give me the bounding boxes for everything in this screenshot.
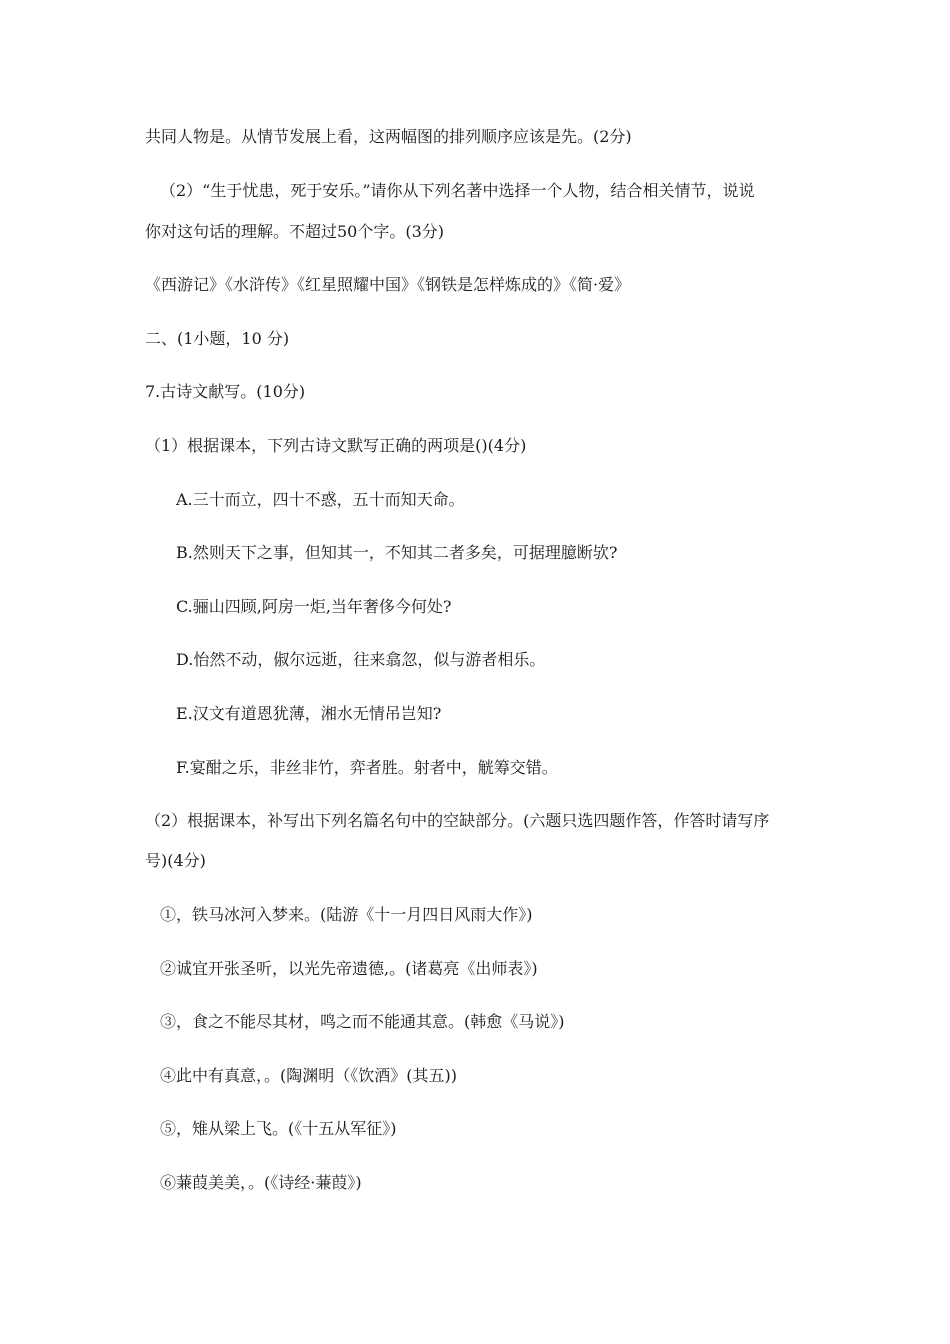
fill-item-4: ④此中有真意，。(陶渊明（《饮酒》(其五)) — [160, 1066, 457, 1085]
option-e: E.汉文有道恩犹薄，湘水无情吊岂知? — [176, 704, 442, 723]
fill-item-1: ①，铁马冰河入梦来。(陆游《十一月四日风雨大作》) — [160, 905, 533, 924]
text-line: 共同人物是。从情节发展上看，这两幅图的排列顺序应该是先。(2分) — [145, 127, 632, 146]
question-7-1-prompt: （1）根据课本，下列古诗文默写正确的两项是()(4分) — [145, 436, 527, 455]
question-6-2-prompt-cont: 你对这句话的理解。不超过50个字。(3分) — [145, 222, 445, 241]
question-7-2-prompt: （2）根据课本，补写出下列名篇名句中的空缺部分。(六题只选四题作答，作答时请写序 — [145, 811, 770, 830]
book-list: 《西游记》《水浒传》《红星照耀中国》《钢铁是怎样炼成的》《简·爱》 — [145, 275, 631, 294]
option-b: B.然则天下之事，但知其一，不知其二者多矣，可据理臆断欤? — [176, 543, 618, 562]
fill-item-5: ⑤，雉从梁上飞。(《十五从军征》) — [160, 1119, 397, 1138]
option-a: A.三十而立，四十不惑，五十而知天命。 — [176, 490, 465, 509]
fill-item-6: ⑥蒹葭美美，。(《诗经·蒹葭》) — [160, 1173, 362, 1192]
question-6-2-prompt: （2）“生于忧患，死于安乐。”请你从下列名著中选择一个人物，结合相关情节，说说 — [160, 181, 755, 200]
option-f: F.宴酣之乐，非丝非竹，弈者胜。射者中，觥筹交错。 — [176, 758, 558, 777]
option-d: D.怡然不动，俶尔远逝，往来翕忽，似与游者相乐。 — [176, 650, 546, 669]
fill-item-3: ③，食之不能尽其材，鸣之而不能通其意。(韩愈《马说》) — [160, 1012, 565, 1031]
question-7-2-prompt-cont: 号)(4分) — [145, 851, 206, 870]
option-c: C.骊山四顾,阿房一炬,当年奢侈今何处? — [176, 597, 452, 616]
section-heading: 二、(1小题，10 分) — [145, 329, 290, 348]
question-7-title: 7.古诗文献写。(10分) — [145, 382, 306, 401]
fill-item-2: ②诚宜开张圣听，以光先帝遗德,。(诸葛亮《出师表》) — [160, 959, 538, 978]
